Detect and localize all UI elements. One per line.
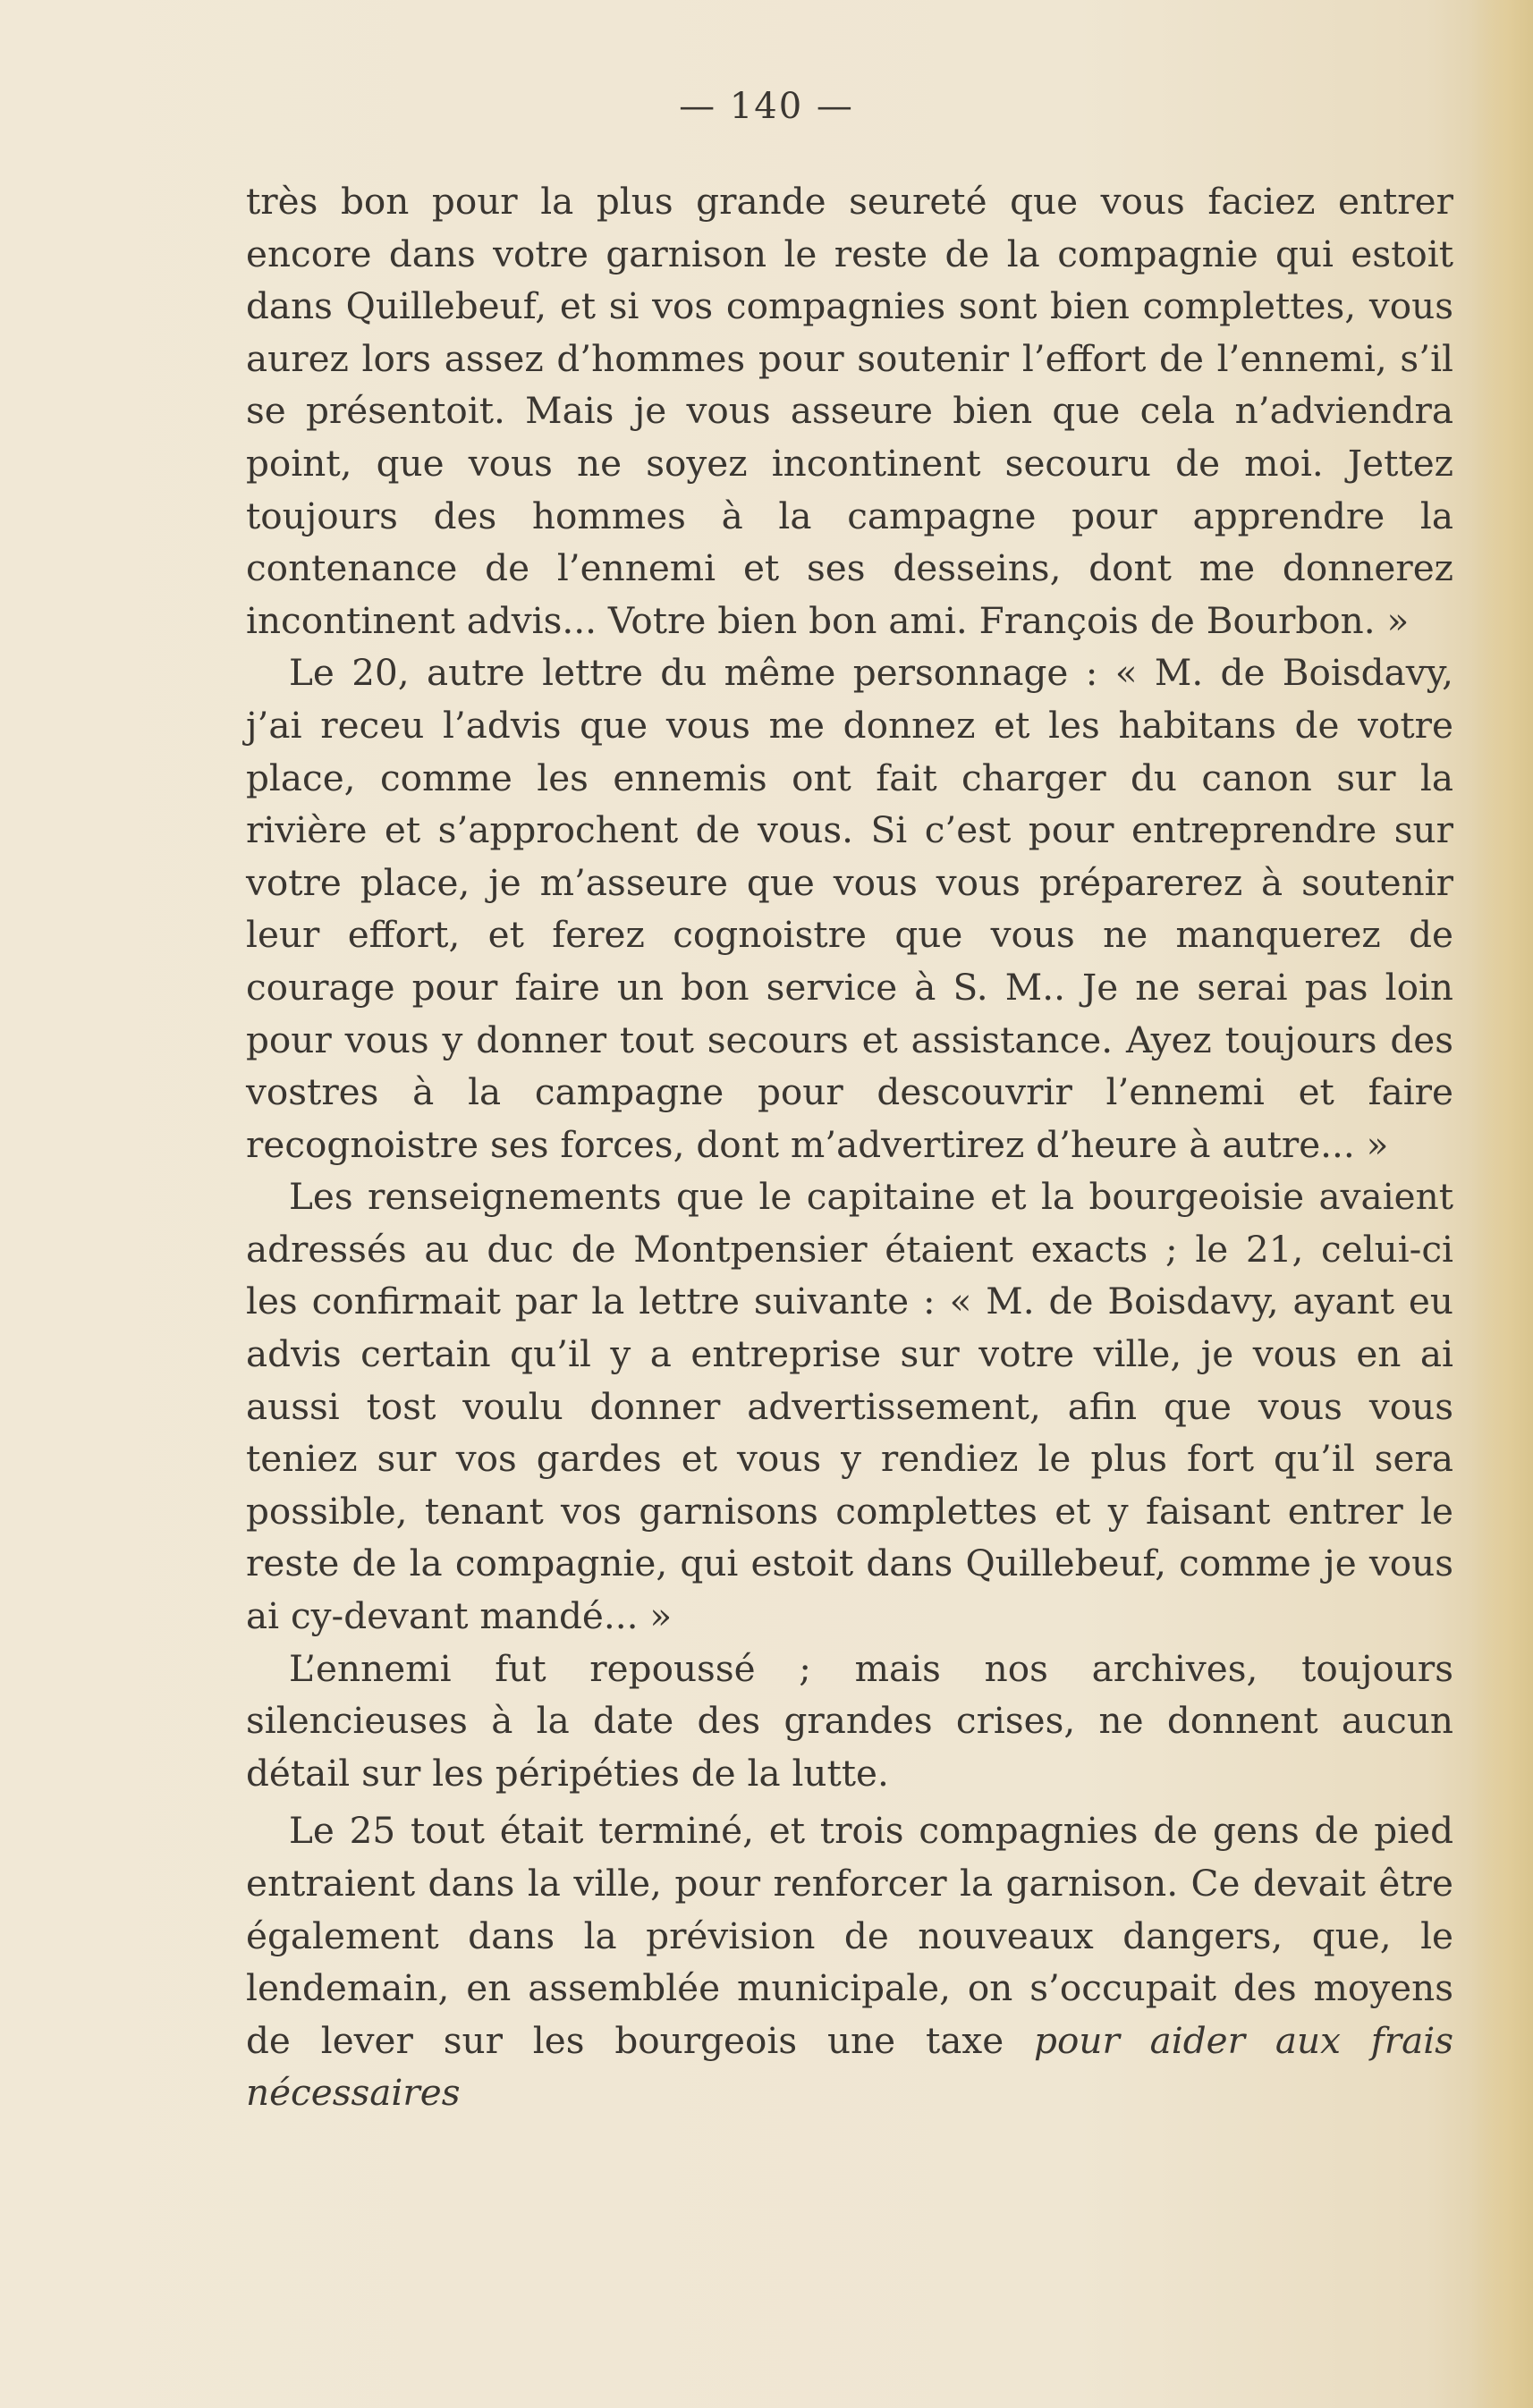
paragraph-1: très bon pour la plus grande seureté que vous faciez entrer encore dans votre garnison le reste de la compagnie qui estoit dans Quillebeuf, et si vos compagnies sont bien complettes, vous aurez lors assez d’hommes pour soutenir l’effort de l’ennemi, s’il se présentoit. Mais je vous asseure bien que cela n’adviendra point, que vous ne soyez incontinent secouru de moi. Jettez toujours des hommes à la campagne pour apprendre la contenance de l’ennemi et ses desseins, dont me donnerez incontinent advis... Votre bien bon ami. François de Bourbon. »: [246, 180, 1453, 642]
body-text: [246, 175, 1453, 2119]
page-number: — 140 —: [679, 86, 854, 127]
paragraph-5: [246, 1804, 1453, 2119]
paragraph-3: Les renseignements que le capitaine et la bourgeoisie avaient adressés au duc de Montpensier étaient exacts ; le 21, celui-ci les confirmait par la lettre suivante : « M. de Boisdavy, ayant eu advis certain qu’il y a entreprise sur votre ville, je vous en ai aussi tost voulu donner advertissement, afin que vous vous teniez sur vos gardes et vous y rendiez le plus fort qu’il sera possible, tenant vos garnisons complettes et y faisant entrer le reste de la compagnie, qui estoit dans Quillebeuf, comme je vous ai cy-devant mandé... »: [246, 1175, 1453, 1638]
paragraph-5-italic-tail: pour aider aux frais nécessaires: [246, 2018, 1454, 2115]
paragraph-4: L’ennemi fut repoussé ; mais nos archives, toujours silencieuses à la date des grandes crises, ne donnent aucun détail sur les péripéties de la lutte.: [246, 1646, 1453, 1795]
paragraph-2: Le 20, autre lettre du même personnage : « M. de Boisdavy, j’ai receu l’advis que vous me donnez et les habitans de votre place, comme les ennemis ont fait charger du canon sur la rivière et s’approchent de vous. Si c’est pour entreprendre sur votre place, je m’asseure que vous vous préparerez à soutenir leur effort, et ferez cognoistre que vous ne manquerez de courage pour faire un bon service à S. M.. Je ne serai pas loin pour vous y donner tout secours et assistance. Ayez toujours des vostres à la campagne pour descouvrir l’ennemi et faire recognoistre ses forces, dont m’advertirez d’heure à autre... »: [246, 651, 1453, 1166]
page-edge-shading: [1470, 0, 1533, 2408]
paragraph-5-text: Le 25 tout était terminé, et trois compagnies de gens de pied entraient dans la ville, pour renforcer la garnison. Ce devait être également dans la prévision de nouveaux dangers, que, le lendemain, en assemblée municipale, on s’occupait des moyens de lever sur les bourgeois une taxe: [246, 1809, 1453, 2062]
